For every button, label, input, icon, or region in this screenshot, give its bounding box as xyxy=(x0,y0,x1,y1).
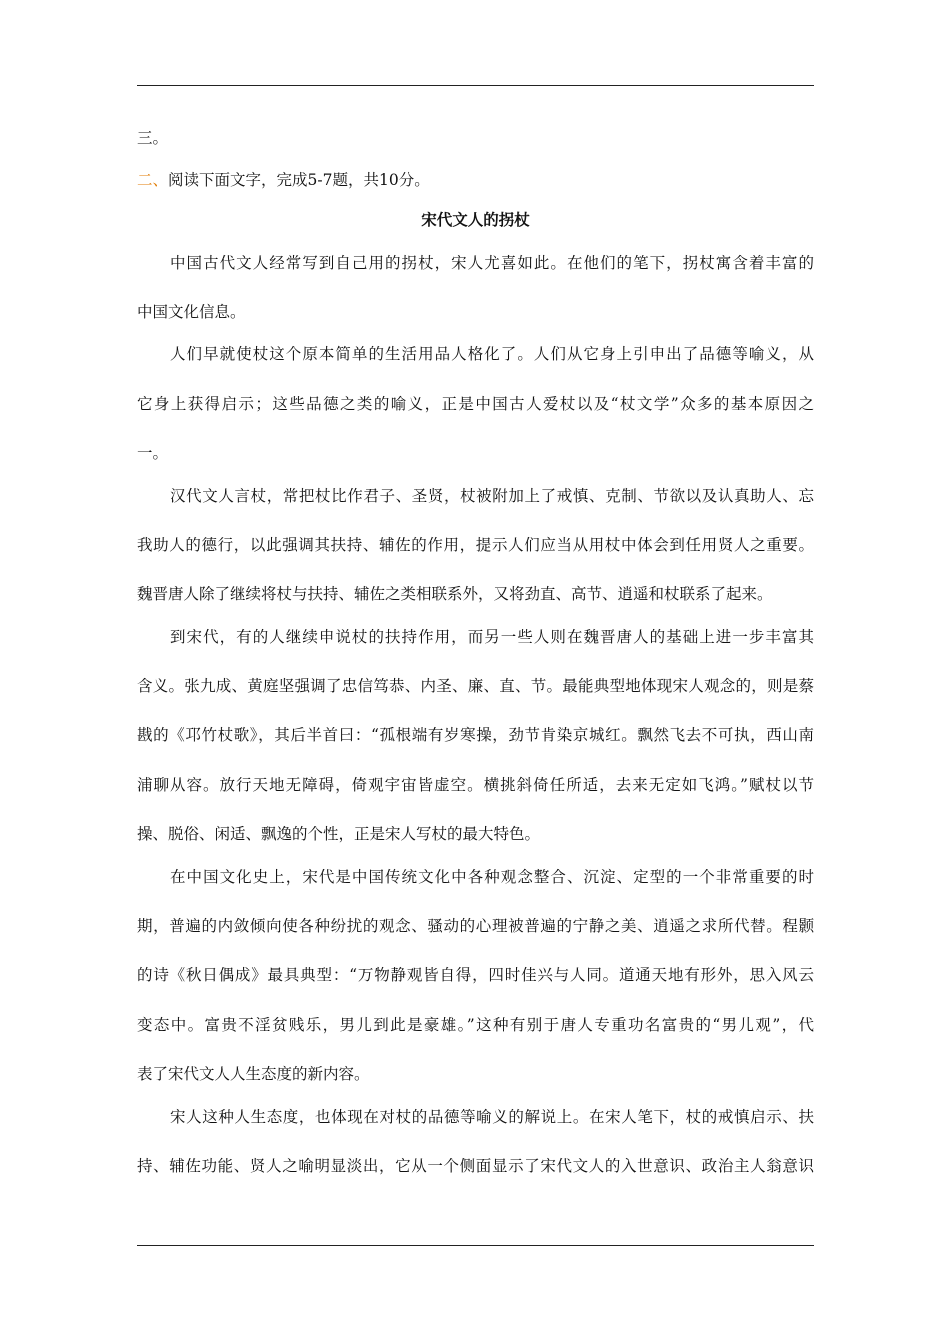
body-line: 浦聊从容。放行天地无障碍，倚观宇宙皆虚空。横挑斜倚任所适，去来无定如飞鸿。”赋杖以节 xyxy=(137,776,814,794)
body-line: 表了宋代文人人生态度的新内容。 xyxy=(137,1065,370,1083)
body-line: 期，普遍的内敛倾向使各种纷扰的观念、骚动的心理被普遍的宁静之美、逍遥之求所代替。程颢 xyxy=(137,917,814,935)
body-line: 含义。张九成、黄庭坚强调了忠信笃恭、内圣、廉、直、节。最能典型地体现宋人观念的，则是蔡 xyxy=(137,677,814,695)
section-heading xyxy=(137,170,814,190)
body-line: 一。 xyxy=(137,444,169,462)
body-line: 到宋代，有的人继续申说杖的扶持作用，而另一些人则在魏晋唐人的基础上进一步丰富其 xyxy=(170,628,814,646)
section-instruction: 阅读下面文字，完成5-7题，共10分。 xyxy=(168,171,430,189)
body-line: 持、辅佐功能、贤人之喻明显淡出，它从一个侧面显示了宋代文人的入世意识、政治主人翁意识 xyxy=(137,1157,814,1175)
preceding-fragment: 三。 xyxy=(137,129,169,147)
body-line: 的诗《秋日偶成》最具典型：“万物静观皆自得，四时佳兴与人同。道通天地有形外，思入风云 xyxy=(137,966,814,984)
header-rule xyxy=(137,85,814,86)
body-line: 我助人的德行，以此强调其扶持、辅佐的作用，提示人们应当从用杖中体会到任用贤人之重要。 xyxy=(137,536,814,554)
body-line: 戡的《邛竹杖歌》，其后半首曰：“孤根端有岁寒操，劲节肯染京城红。飘然飞去不可执，西山南 xyxy=(137,726,814,744)
body-line: 人们早就使杖这个原本简单的生活用品人格化了。人们从它身上引申出了品德等喻义，从 xyxy=(170,345,814,363)
body-line: 变态中。富贵不淫贫贱乐，男儿到此是豪雄。”这种有别于唐人专重功名富贵的“男儿观”，代 xyxy=(137,1016,814,1034)
body-line: 中国文化信息。 xyxy=(137,303,246,321)
body-line: 宋人这种人生态度，也体现在对杖的品德等喻义的解说上。在宋人笔下，杖的戒慎启示、扶 xyxy=(170,1108,814,1126)
section-number: 二、 xyxy=(137,171,169,189)
body-line: 魏晋唐人除了继续将杖与扶持、辅佐之类相联系外，又将劲直、高节、逍遥和杖联系了起来。 xyxy=(137,585,773,603)
article-title: 宋代文人的拐杖 xyxy=(421,210,530,229)
body-line: 汉代文人言杖，常把杖比作君子、圣贤，杖被附加上了戒慎、克制、节欲以及认真助人、忘 xyxy=(170,487,814,505)
footer-rule xyxy=(137,1245,814,1246)
body-line: 操、脱俗、闲适、飘逸的个性，正是宋人写杖的最大特色。 xyxy=(137,825,541,843)
body-line: 在中国文化史上，宋代是中国传统文化中各种观念整合、沉淀、定型的一个非常重要的时 xyxy=(170,868,814,886)
body-line: 中国古代文人经常写到自己用的拐杖，宋人尤喜如此。在他们的笔下，拐杖寓含着丰富的 xyxy=(170,254,814,272)
body-line: 它身上获得启示；这些品德之类的喻义，正是中国古人爱杖以及“杖文学”众多的基本原因之 xyxy=(137,395,814,413)
